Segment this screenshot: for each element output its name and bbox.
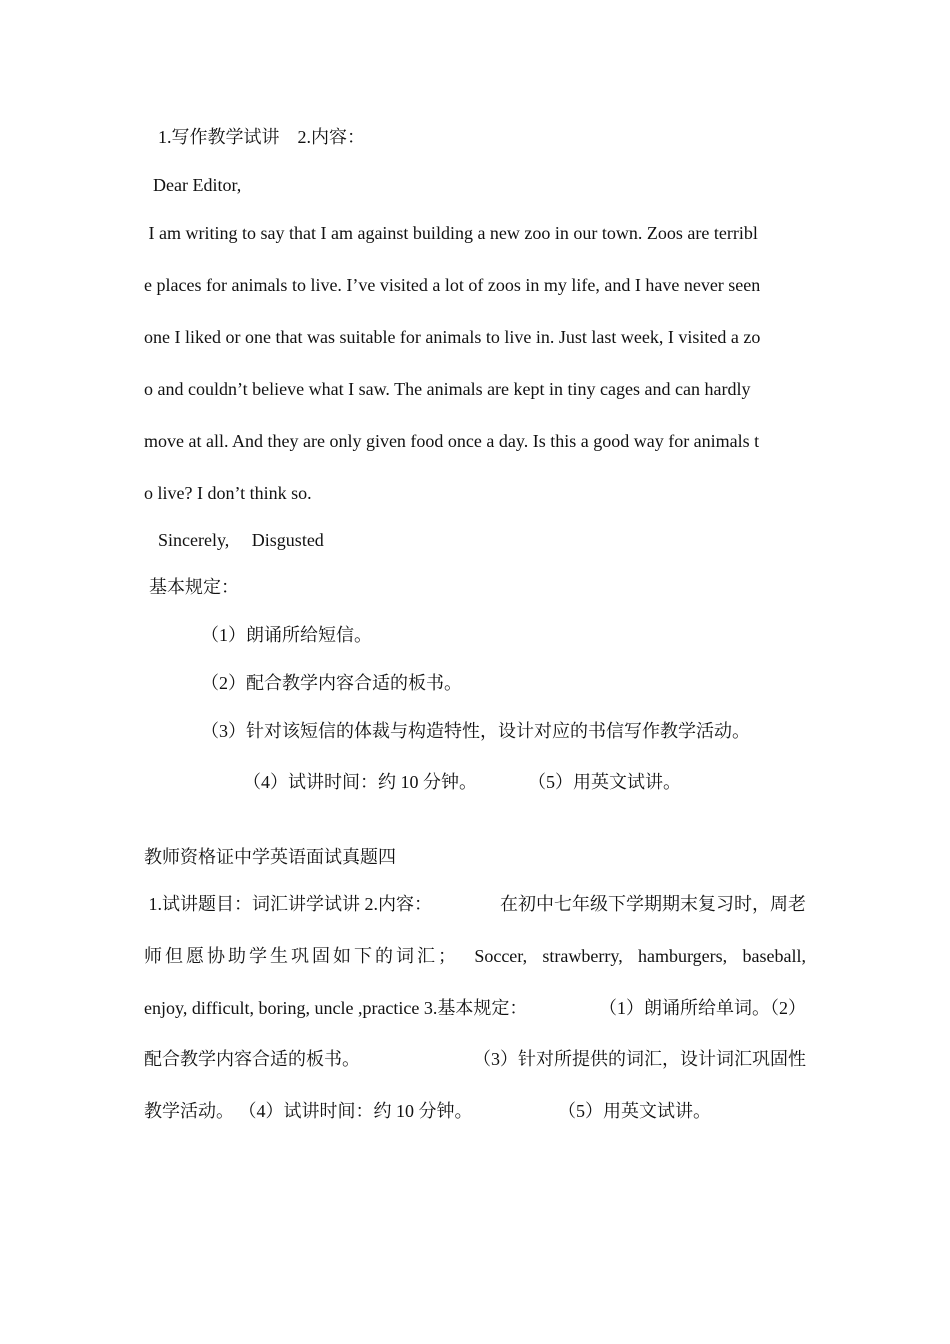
q4-line-right: （5）用英文试讲。 (558, 1101, 711, 1121)
rule-item-time: （4）试讲时间：约 10 分钟。 (243, 772, 477, 792)
rules-heading: 基本规定： (149, 577, 239, 597)
q4-line (144, 892, 806, 916)
section-title: 教师资格证中学英语面试真题四 (144, 847, 396, 867)
top-line: 1.写作教学试讲 2.内容： (158, 127, 365, 147)
rule-item: （1）朗诵所给短信。 (201, 625, 372, 645)
q4-line-left: 教学活动。 （4）试讲时间：约 10 分钟。 (144, 1101, 473, 1121)
q4-line-right: （1）朗诵所给单词。（2） (599, 998, 806, 1018)
letter-line: one I liked or one that was suitable for animals to live in. Just last week, I visited a zo (144, 327, 761, 347)
q4-line (144, 1047, 806, 1071)
q4-line-left: 配合教学内容合适的板书。 (144, 1049, 360, 1069)
letter-line: o and couldn’t believe what I saw. The animals are kept in tiny cages and can hardly (144, 379, 751, 399)
letter-line: move at all. And they are only given food once a day. Is this a good way for animals t (144, 431, 760, 451)
rule-item: （3）针对该短信的体裁与构造特性，设计对应的书信写作教学活动。 (201, 721, 750, 741)
salutation: Dear Editor, (153, 175, 242, 195)
q4-line (144, 944, 806, 968)
q4-word: Soccer, (474, 946, 528, 966)
letter-line: e places for animals to live. I’ve visited a lot of zoos in my life, and I have never seen (144, 275, 761, 295)
q4-line-right: （3）针对所提供的词汇，设计词汇巩固性 (473, 1049, 806, 1069)
rule-item-language: （5）用英文试讲。 (528, 772, 681, 792)
q4-line-left: enjoy, difficult, boring, uncle ,practice 3.基本规定： (144, 998, 528, 1018)
closing: Sincerely, Disgusted (158, 530, 324, 550)
letter-line: o live? I don’t think so. (144, 483, 312, 503)
q4-line-left: 1.试讲题目：词汇讲学试讲 2.内容： (144, 894, 432, 914)
rule-item: （2）配合教学内容合适的板书。 (201, 673, 462, 693)
q4-word: baseball, (742, 946, 806, 966)
q4-line-right: 在初中七年级下学期期末复习时，周老 (500, 894, 806, 914)
q4-word: hamburgers, (638, 946, 728, 966)
q4-word: strawberry, (542, 946, 623, 966)
letter-line: I am writing to say that I am against building a new zoo in our town. Zoos are terribl (144, 223, 758, 243)
q4-line (144, 996, 806, 1020)
q4-word: 师但愿协助学生巩固如下的词汇； (144, 946, 459, 966)
